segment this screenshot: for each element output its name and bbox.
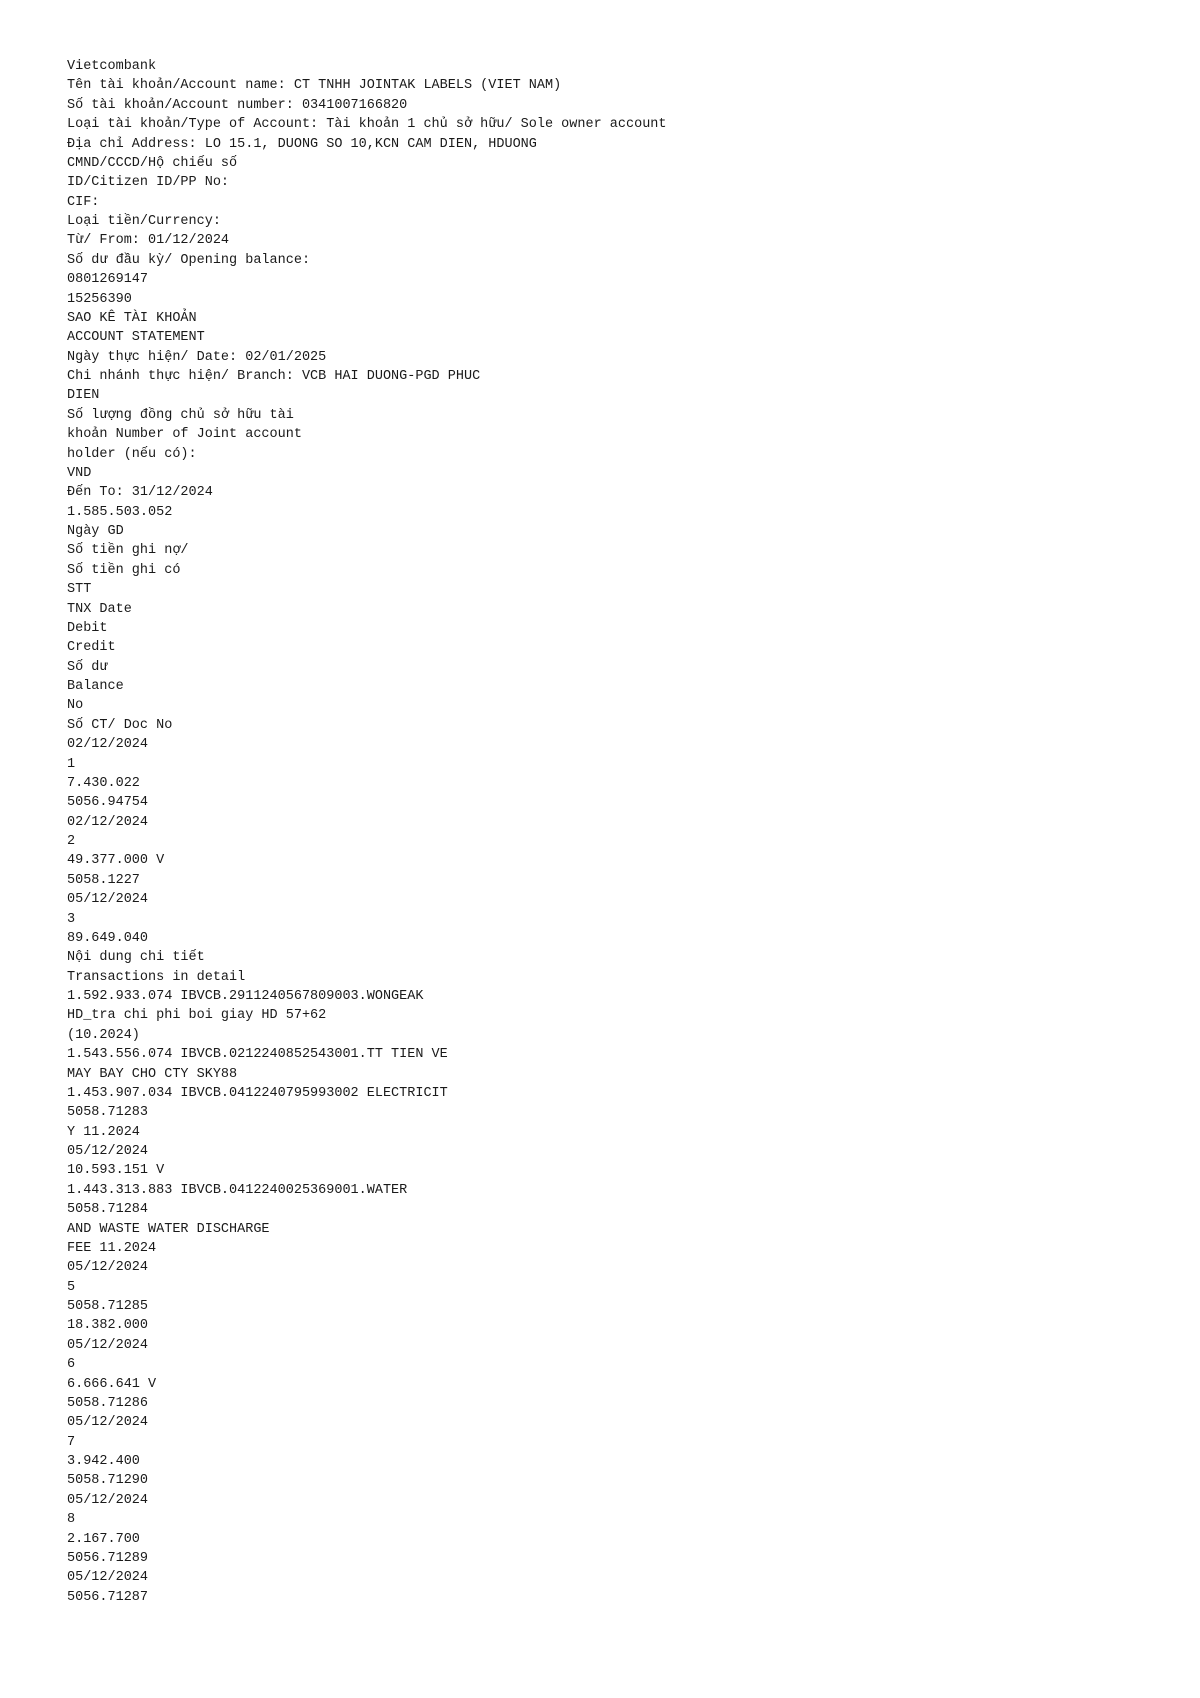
text-line: 02/12/2024 bbox=[67, 814, 149, 830]
text-line: 6.666.641 V bbox=[67, 1376, 157, 1392]
text-line: 5058.71284 bbox=[67, 1202, 149, 1218]
text-line: 5 bbox=[67, 1279, 76, 1295]
text-line: Số tài khoản/Account number: 0341007166820 bbox=[67, 97, 408, 113]
text-line: 05/12/2024 bbox=[67, 1144, 149, 1159]
text-line: No bbox=[67, 698, 84, 714]
text-line: 05/12/2024 bbox=[67, 1337, 149, 1353]
text-line: 10.593.151 V bbox=[67, 1163, 165, 1179]
text-line: 89.649.040 bbox=[67, 930, 149, 946]
text-line: holder (nếu có): bbox=[67, 446, 197, 462]
text-line: 1.585.503.052 bbox=[67, 504, 173, 520]
text-line: 5058.1227 bbox=[67, 872, 140, 888]
text-line: 05/12/2024 bbox=[67, 1492, 149, 1508]
text-line: 05/12/2024 bbox=[67, 1415, 149, 1431]
text-line: 5056.71289 bbox=[67, 1550, 149, 1566]
text-line: Loại tiền/Currency: bbox=[67, 214, 221, 229]
text-line: CMND/CCCD/Hộ chiếu số bbox=[67, 155, 238, 171]
text-line: Ngày GD bbox=[67, 524, 124, 539]
text-line: Debit bbox=[67, 620, 108, 636]
text-line: Vietcombank bbox=[67, 59, 157, 74]
statement-text bbox=[67, 57, 1167, 1607]
text-line: Nội dung chi tiết bbox=[67, 950, 205, 966]
text-line: 0801269147 bbox=[67, 272, 149, 288]
text-line: 05/12/2024 bbox=[67, 892, 149, 908]
text-line: 5058.71290 bbox=[67, 1473, 149, 1489]
text-line: Transactions in detail bbox=[67, 969, 246, 985]
text-line: STT bbox=[67, 582, 92, 598]
text-line: Y 11.2024 bbox=[67, 1124, 140, 1140]
text-line: HD_tra chi phi boi giay HD 57+62 bbox=[67, 1008, 327, 1024]
text-line: 7.430.022 bbox=[67, 775, 140, 791]
text-line: Ngày thực hiện/ Date: 02/01/2025 bbox=[67, 349, 327, 365]
text-line: Số dư đầu kỳ/ Opening balance: bbox=[67, 252, 311, 268]
text-line: 5058.71286 bbox=[67, 1395, 149, 1411]
text-line: 8 bbox=[67, 1512, 76, 1528]
text-line: 5058.71283 bbox=[67, 1105, 149, 1121]
text-line: 05/12/2024 bbox=[67, 1260, 149, 1276]
text-line: Balance bbox=[67, 679, 124, 694]
text-line: 3 bbox=[67, 911, 76, 927]
text-line: khoản Number of Joint account bbox=[67, 427, 302, 443]
text-line: 5058.71285 bbox=[67, 1299, 149, 1314]
text-line: 2.167.700 bbox=[67, 1531, 140, 1547]
text-line: Số tiền ghi có bbox=[67, 562, 181, 578]
text-line: Địa chỉ Address: LO 15.1, DUONG SO 10,KCN CAM DIEN, HDUONG bbox=[67, 136, 537, 152]
text-line: Số dư bbox=[67, 659, 108, 675]
text-line: 7 bbox=[67, 1434, 76, 1450]
text-line: 5056.94754 bbox=[67, 795, 149, 811]
text-line: VND bbox=[67, 465, 92, 481]
text-line: 05/12/2024 bbox=[67, 1570, 149, 1586]
text-line: Credit bbox=[67, 640, 116, 656]
text-line: 15256390 bbox=[67, 291, 132, 307]
text-line: 3.942.400 bbox=[67, 1454, 140, 1469]
text-line: ID/Citizen ID/PP No: bbox=[67, 175, 230, 191]
text-line: TNX Date bbox=[67, 601, 132, 617]
text-line: Số lượng đồng chủ sở hữu tài bbox=[67, 407, 294, 423]
text-line: SAO KÊ TÀI KHOẢN bbox=[67, 310, 197, 326]
text-line: AND WASTE WATER DISCHARGE bbox=[67, 1221, 270, 1237]
text-line: MAY BAY CHO CTY SKY88 bbox=[67, 1066, 238, 1082]
text-line: 5056.71287 bbox=[67, 1589, 149, 1605]
text-line: Chi nhánh thực hiện/ Branch: VCB HAI DUONG-PGD PHUC bbox=[67, 369, 481, 384]
text-line: 6 bbox=[67, 1357, 76, 1373]
text-line: 1.543.556.074 IBVCB.0212240852543001.TT TIEN VE bbox=[67, 1047, 448, 1063]
text-line: CIF: bbox=[67, 194, 100, 210]
text-line: Từ/ From: 01/12/2024 bbox=[67, 233, 230, 249]
text-line: 1 bbox=[67, 756, 76, 772]
text-line: 1.592.933.074 IBVCB.2911240567809003.WONGEAK bbox=[67, 989, 424, 1004]
text-line: 1.443.313.883 IBVCB.0412240025369001.WATER bbox=[67, 1182, 408, 1198]
text-line: 02/12/2024 bbox=[67, 737, 149, 753]
text-line: 18.382.000 bbox=[67, 1318, 149, 1334]
text-line: Đến To: 31/12/2024 bbox=[67, 485, 213, 501]
text-line: ACCOUNT STATEMENT bbox=[67, 330, 205, 346]
text-line: 2 bbox=[67, 834, 76, 849]
text-line: Tên tài khoản/Account name: CT TNHH JOINTAK LABELS (VIET NAM) bbox=[67, 78, 562, 94]
text-line: FEE 11.2024 bbox=[67, 1240, 157, 1256]
text-line: Loại tài khoản/Type of Account: Tài khoản 1 chủ sở hữu/ Sole owner account bbox=[67, 117, 667, 133]
text-line: Số tiền ghi nợ/ bbox=[67, 543, 189, 559]
text-line: 1.453.907.034 IBVCB.0412240795993002 ELECTRICIT bbox=[67, 1085, 448, 1101]
text-line: (10.2024) bbox=[67, 1027, 140, 1043]
text-line: Số CT/ Doc No bbox=[67, 717, 173, 733]
text-line: DIEN bbox=[67, 388, 100, 404]
text-line: 49.377.000 V bbox=[67, 853, 165, 869]
